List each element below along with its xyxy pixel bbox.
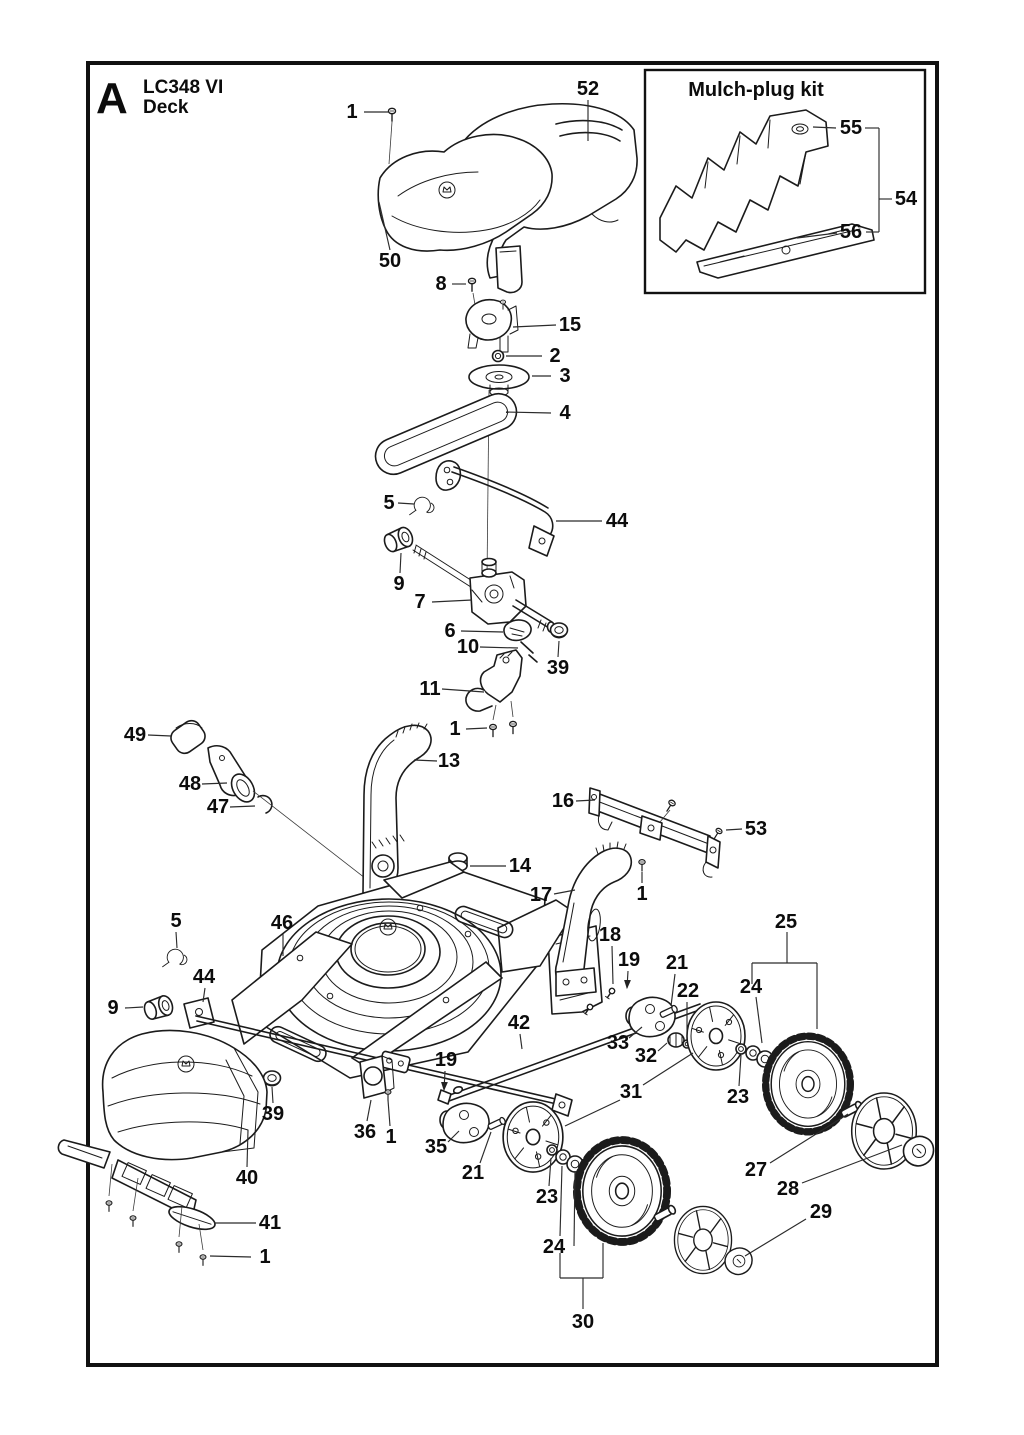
callout-10: 10 [456,636,480,658]
callout-56: 56 [839,221,863,243]
callout-27: 27 [744,1159,768,1181]
callout-5: 5 [170,910,182,932]
callout-28: 28 [776,1178,800,1200]
callout-55: 55 [839,117,863,139]
callout-52: 52 [576,78,600,100]
callout-24: 24 [542,1236,566,1258]
bushing-9-upper [382,525,415,554]
callout-23: 23 [726,1086,750,1108]
callout-48: 48 [178,773,202,795]
model-name: LC348 VI [143,77,224,98]
callout-1: 1 [346,101,358,123]
callout-31: 31 [619,1081,643,1103]
leader-line-47 [230,806,255,807]
bushing-9-lower [142,994,175,1022]
leader-line-1 [466,728,487,729]
pin-10 [521,642,537,662]
callout-25: 25 [774,911,798,933]
callout-33: 33 [606,1032,630,1054]
height-adjuster-17 [556,842,632,996]
leader-line-24 [756,997,762,1043]
center-cap-upper [903,1136,933,1165]
leader-line-13 [414,760,437,761]
top-cover-50 [378,134,552,292]
deck-46 [232,862,574,1078]
callout-49: 49 [123,724,147,746]
leader-line-42 [520,1034,522,1049]
callout-41: 41 [258,1212,282,1234]
leader-line-36 [367,1100,371,1121]
leader-line-39 [272,1087,273,1103]
wheel-30 [577,1140,667,1242]
callout-1: 1 [449,718,461,740]
adjuster-gear-32 [668,1033,684,1047]
sheet-letter: A [96,74,128,123]
callout-16: 16 [551,790,575,812]
callout-13: 13 [437,750,461,772]
callout-47: 47 [206,796,230,818]
callout-29: 29 [809,1201,833,1223]
callout-53: 53 [744,818,768,840]
callout-54: 54 [894,188,918,210]
pulley-3 [469,365,529,396]
callout-46: 46 [270,912,294,934]
spring-5-lower [163,949,187,967]
callout-30: 30 [571,1311,595,1333]
leader-line-32 [658,1043,667,1051]
callout-7: 7 [414,591,426,613]
nut-2 [493,351,504,362]
leader-line-9 [400,553,401,573]
callout-1: 1 [259,1246,271,1268]
mulch-plug-art [660,110,828,252]
leader-line-10 [480,647,518,648]
callout-24: 24 [739,976,763,998]
sheet-title: Deck [143,97,189,118]
wheel-25 [766,1036,851,1132]
callout-23: 23 [535,1186,559,1208]
callout-4: 4 [559,402,571,424]
callout-32: 32 [634,1045,658,1067]
leader-line-49 [148,735,171,736]
callout-14: 14 [508,855,532,877]
control-rod-44-upper [436,461,554,556]
hub-cap-lower [674,1206,731,1273]
callout-18: 18 [598,924,622,946]
leader-line-15 [513,325,556,327]
callout-17: 17 [529,884,553,906]
callout-9: 9 [107,997,119,1019]
wheel-bracket-33 [626,997,675,1036]
callout-39: 39 [261,1103,285,1125]
leader-line-24 [560,1166,562,1236]
spring-5-upper [410,497,434,515]
leader-line-5 [176,932,177,948]
nut-39-upper [551,623,568,638]
callout-3: 3 [559,365,571,387]
callout-39: 39 [546,657,570,679]
screws-1-mid [490,701,517,737]
adjuster-disc-31-upper [687,1002,745,1070]
callout-21: 21 [665,952,689,974]
callout-1: 1 [636,883,648,905]
adjuster-disc-31-lower [503,1102,563,1172]
callout-2: 2 [549,345,561,367]
bracket-11 [466,650,522,711]
callout-35: 35 [424,1136,448,1158]
callout-42: 42 [507,1012,531,1034]
leader-line-1 [210,1256,251,1257]
callout-15: 15 [558,314,582,336]
trim-41 [58,1140,217,1265]
leader-line-23 [739,1055,741,1086]
callout-6: 6 [444,620,456,642]
callout-9: 9 [393,573,405,595]
callout-36: 36 [353,1121,377,1143]
callout-5: 5 [383,492,395,514]
leader-line-6 [461,631,503,632]
callout-50: 50 [378,250,402,272]
callout-19: 19 [434,1049,458,1071]
leader-line-1 [388,1100,390,1126]
callout-44: 44 [192,966,216,988]
leader-line-5 [398,503,414,504]
leader-line-21 [671,974,675,1006]
leader-line-9 [125,1007,143,1008]
leader-line-39 [558,641,559,657]
leader-line-18 [612,946,613,984]
shaft-upper [413,545,477,589]
leader-line-31 [565,1100,620,1126]
callout-21: 21 [461,1162,485,1184]
front-cover-40 [103,1030,267,1159]
callout-40: 40 [235,1167,259,1189]
inset-title: Mulch-plug kit [688,79,824,101]
leader-line-29 [745,1219,806,1256]
belt-guard-15 [466,300,518,352]
screw-1-top [388,108,395,164]
callout-44: 44 [605,510,629,532]
callout-22: 22 [676,980,700,1002]
clamp-6 [504,620,531,640]
callout-19: 19 [617,949,641,971]
callout-8: 8 [435,273,447,295]
center-cap-lower [725,1248,752,1275]
knob-49 [167,717,208,757]
callout-1: 1 [385,1126,397,1148]
wheel-bracket-35 [440,1103,489,1142]
leader-line-19 [627,971,628,988]
leader-line-53 [726,829,742,830]
leader-line-7 [432,600,472,602]
callout-11: 11 [419,678,441,700]
